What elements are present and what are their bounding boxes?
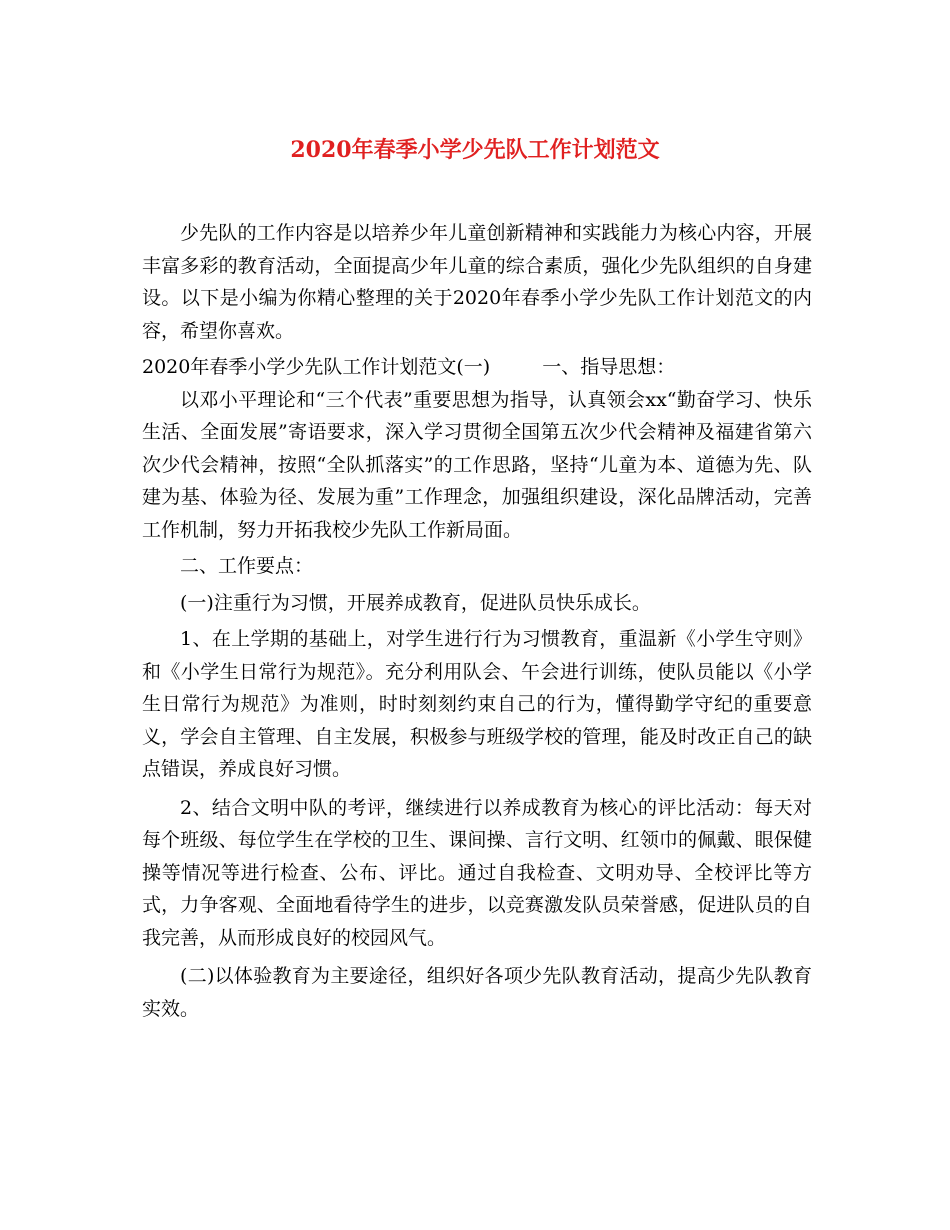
document-body	[142, 217, 812, 1025]
item-1-paragraph: 1、在上学期的基础上，对学生进行行为习惯教育，重温新《小学生守则》和《小学生日常行为规范》。充分利用队会、午会进行训练，使队员能以《小学生日常行为规范》为准则，时时刻刻约束自己的行为，懂得勤学守纪的重要意义，学会自主管理、自主发展，积极参与班级学校的管理，能及时改正自己的缺点错误，养成良好习惯。	[142, 628, 812, 780]
document-title: 2020年春季小学少先队工作计划范文	[290, 137, 660, 163]
section-label: 2020年春季小学少先队工作计划范文(一)	[142, 356, 491, 378]
subsection-2-heading: (二)以体验教育为主要途径，组织好各项少先队教育活动，提高少先队教育实效。	[142, 965, 812, 1020]
intro-paragraph: 少先队的工作内容是以培养少年儿童创新精神和实践能力为核心内容，开展丰富多彩的教育活动，全面提高少年儿童的综合素质，强化少先队组织的自身建设。以下是小编为你精心整理的关于2020年春季小学少先队工作计划范文的内容，希望你喜欢。	[142, 222, 812, 342]
section-heading-line	[142, 351, 812, 384]
item-2-paragraph: 2、结合文明中队的考评，继续进行以养成教育为核心的评比活动：每天对每个班级、每位学生在学校的卫生、课间操、言行文明、红领巾的佩戴、眼保健操等情况等进行检查、公布、评比。通过自我检查、文明劝导、全校评比等方式，力争客观、全面地看待学生的进步，以竞赛激发队员荣誉感，促进队员的自我完善，从而形成良好的校园风气。	[142, 796, 812, 949]
guiding-heading: 一、指导思想：	[542, 356, 676, 378]
subsection-1-heading: (一)注重行为习惯，开展养成教育，促进队员快乐成长。	[180, 591, 651, 614]
key-points-heading: 二、工作要点：	[180, 555, 314, 577]
guiding-paragraph: 以邓小平理论和“三个代表”重要思想为指导，认真领会xx“勤奋学习、快乐生活、全面发展”寄语要求，深入学习贯彻全国第五次少代会精神及福建省第六次少代会精神，按照“全队抓落实”的工作思路，坚持“儿童为本、道德为先、队建为基、体验为径、发展为重”工作理念，加强组织建设，深化品牌活动，完善工作机制，努力开拓我校少先队工作新局面。	[142, 388, 812, 541]
